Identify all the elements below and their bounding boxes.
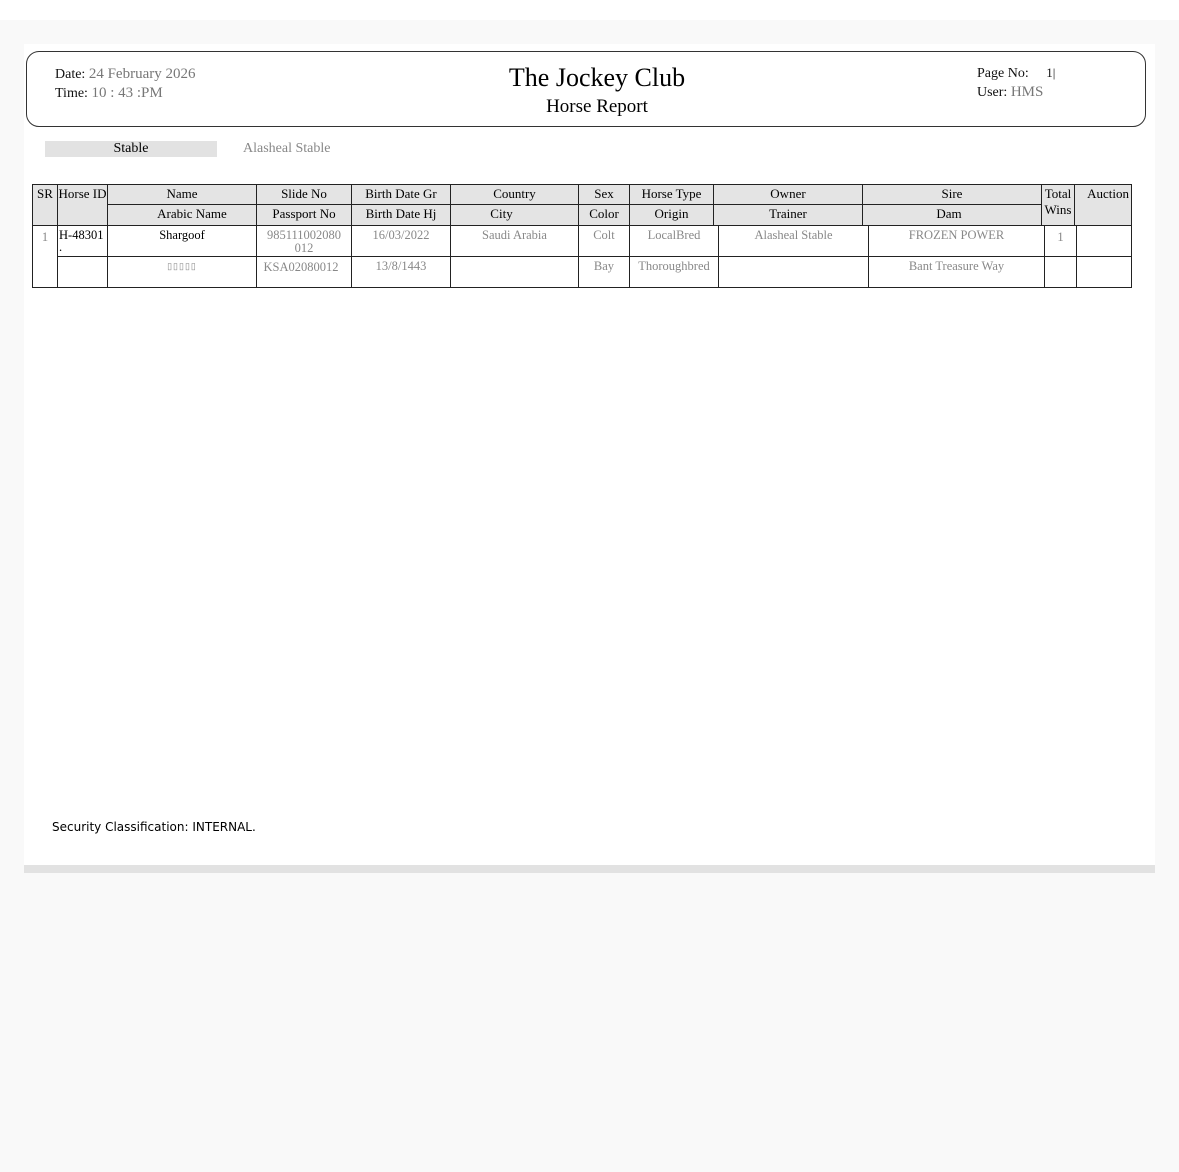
cell-birth-date-hj xyxy=(351,256,451,288)
col-header-origin: Origin xyxy=(629,204,714,226)
cell-arabic-name xyxy=(107,256,257,288)
cell-origin xyxy=(629,256,719,288)
security-classification: Security Classification: INTERNAL. xyxy=(52,820,256,834)
col-header-sex: Sex xyxy=(578,184,630,205)
origin-value: Thoroughbred xyxy=(638,259,710,273)
cell-horse-id-second-line xyxy=(57,256,108,288)
col-header-country: Country xyxy=(450,184,579,205)
cell-name xyxy=(107,225,257,257)
name-value: Shargoof xyxy=(159,228,205,242)
cell-dam xyxy=(868,256,1045,288)
slide-no-line1: 985111002080 xyxy=(266,228,342,242)
sr-value: 1 xyxy=(41,230,49,244)
col-header-color: Color xyxy=(578,204,630,226)
horse-id-continuation: . xyxy=(59,240,63,254)
col-header-trainer: Trainer xyxy=(713,204,863,226)
cell-trainer xyxy=(718,256,869,288)
cell-slide-no xyxy=(256,225,352,257)
col-header-slide-no: Slide No xyxy=(256,184,352,205)
page-value: 1| xyxy=(1046,65,1056,80)
horse-id-value: H-48301 xyxy=(59,228,104,242)
color-value: Bay xyxy=(593,259,615,273)
col-header-sr: SR xyxy=(32,184,58,226)
dam-value: Bant Treasure Way xyxy=(908,259,1005,273)
page-number-field xyxy=(977,65,1055,82)
cell-auction xyxy=(1076,225,1132,257)
total-wins-line1: Total xyxy=(1044,186,1072,201)
col-header-owner: Owner xyxy=(713,184,863,205)
col-header-auction: Auction xyxy=(1074,184,1132,226)
sire-value: FROZEN POWER xyxy=(908,228,1005,242)
date-value: 24 February 2026 xyxy=(88,66,196,82)
cell-passport-no xyxy=(256,256,352,288)
cell-birth-date-gr xyxy=(351,225,451,257)
col-header-total-wins xyxy=(1041,184,1075,226)
time-field xyxy=(55,85,163,102)
col-header-sire: Sire xyxy=(862,184,1042,205)
sex-value: Colt xyxy=(593,228,615,242)
date-label: Date: xyxy=(55,67,86,82)
user-field xyxy=(977,84,1043,101)
trainer-value xyxy=(719,257,868,260)
col-header-name: Name xyxy=(107,184,257,205)
date-field xyxy=(55,66,195,83)
horse-type-value: LocalBred xyxy=(647,228,701,242)
cell-auction-second-line xyxy=(1076,256,1132,288)
slide-no-line2: 012 xyxy=(294,241,314,255)
cell-horse-type xyxy=(629,225,719,257)
report-page xyxy=(24,44,1155,866)
col-header-birth-date-gr: Birth Date Gr xyxy=(351,184,451,205)
col-header-dam: Dam xyxy=(862,204,1042,226)
cell-owner xyxy=(718,225,869,257)
cell-total-wins xyxy=(1044,225,1077,257)
col-header-city: City xyxy=(450,204,579,226)
col-header-arabic-name: Arabic Name xyxy=(107,204,257,226)
report-subtitle: Horse Report xyxy=(546,96,648,117)
total-wins-value: 1 xyxy=(1057,230,1064,244)
viewer-top-strip xyxy=(0,0,1179,20)
report-title: The Jockey Club xyxy=(508,63,686,92)
auction-value xyxy=(1077,226,1131,229)
cell-horse-id xyxy=(57,225,108,257)
cell-color xyxy=(578,256,630,288)
arabic-name-value: ▯▯▯▯▯ xyxy=(167,261,197,271)
birth-date-gr-value: 16/03/2022 xyxy=(372,228,430,242)
time-label: Time: xyxy=(55,86,88,101)
col-header-birth-date-hj: Birth Date Hj xyxy=(351,204,451,226)
col-header-passport-no: Passport No xyxy=(256,204,352,226)
stable-label: Stable xyxy=(45,141,217,157)
col-header-horse-type: Horse Type xyxy=(629,184,714,205)
total-wins-line2: Wins xyxy=(1044,202,1072,217)
cell-country xyxy=(450,225,579,257)
time-value: 10 : 43 :PM xyxy=(91,85,163,101)
cell-sr xyxy=(32,225,58,288)
page-bottom-edge xyxy=(24,865,1155,873)
page-label: Page No: xyxy=(977,66,1029,81)
user-label: User: xyxy=(977,85,1008,100)
stable-value: Alasheal Stable xyxy=(243,141,331,156)
city-value xyxy=(451,257,578,260)
country-value: Saudi Arabia xyxy=(482,228,547,242)
cell-sex xyxy=(578,225,630,257)
passport-no-value: KSA02080012 xyxy=(263,260,339,274)
cell-total-wins-second-line xyxy=(1044,256,1077,288)
user-value: HMS xyxy=(1010,84,1044,100)
cell-sire xyxy=(868,225,1045,257)
col-header-horse-id: Horse ID xyxy=(57,184,108,226)
owner-value: Alasheal Stable xyxy=(754,228,833,242)
cell-city xyxy=(450,256,579,288)
report-header xyxy=(26,51,1146,127)
birth-date-hj-value: 13/8/1443 xyxy=(375,259,427,273)
